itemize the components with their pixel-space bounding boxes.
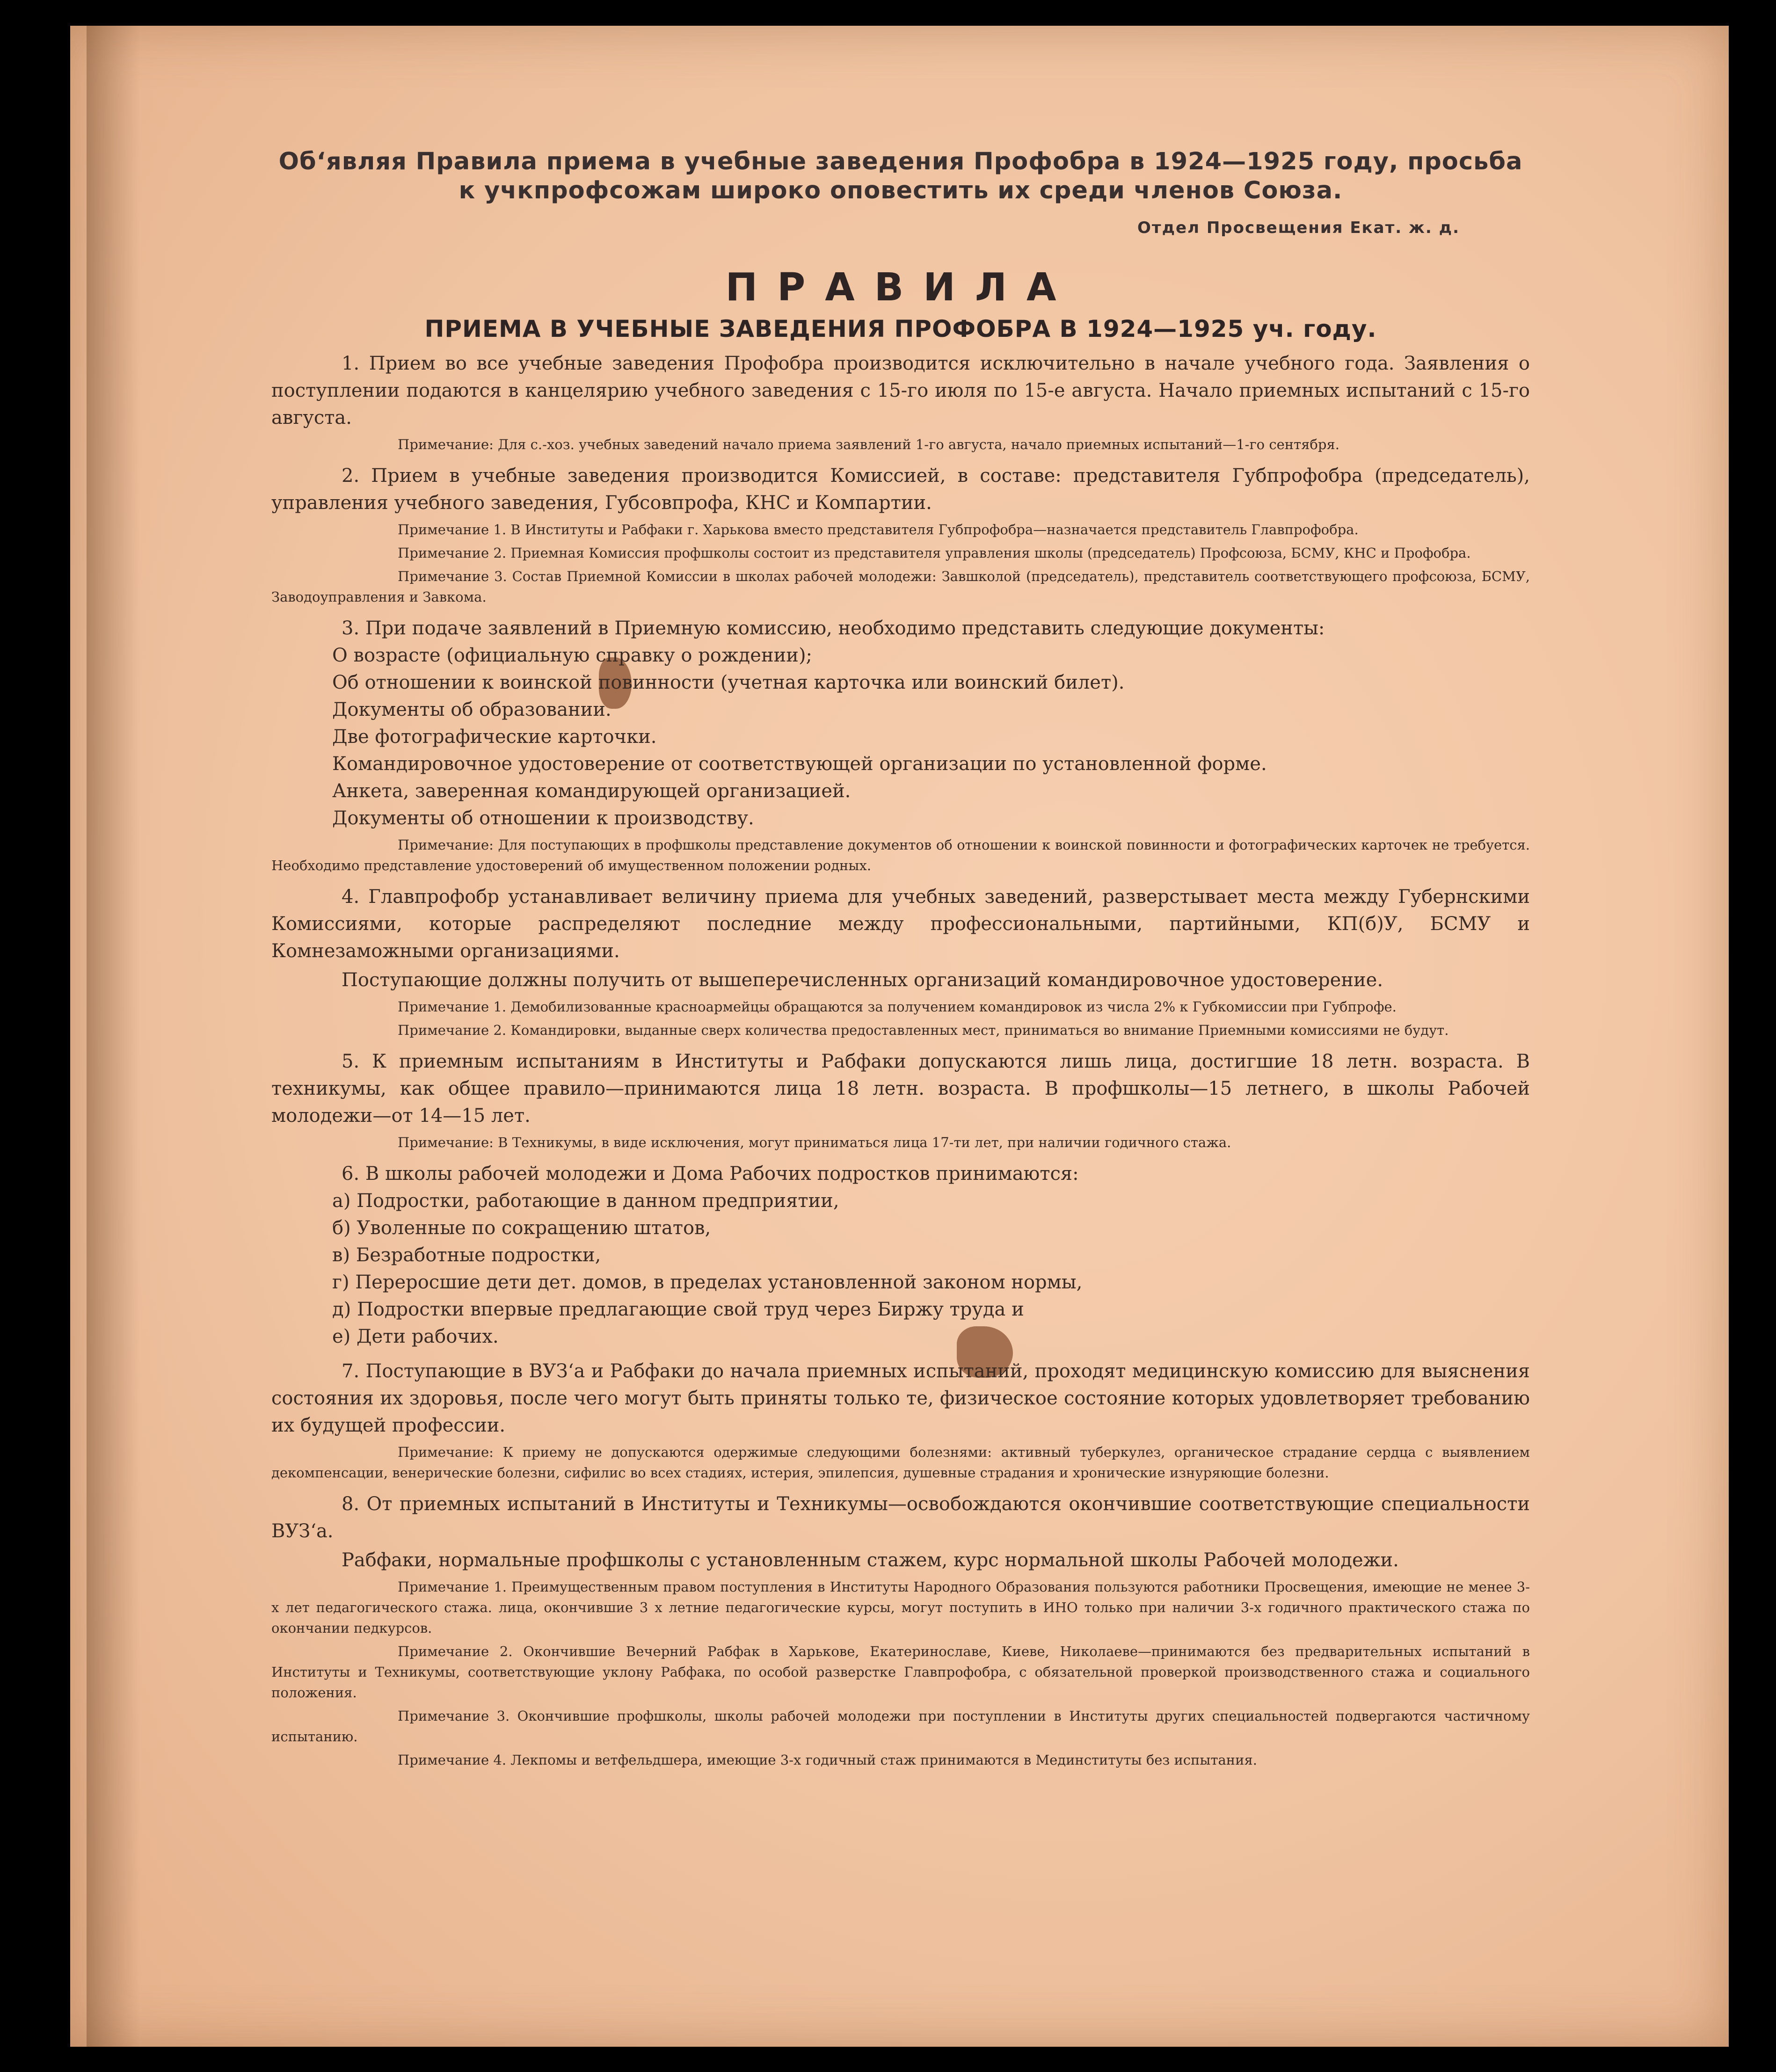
rule-1-note: Примечание: Для с.-хоз. учебных заведений начало приема заявлений 1-го августа, начало приемных испытаний—1-го сентября. (398, 436, 1339, 452)
rule-3-document-item: Командировочное удостоверение от соответствующей организации по установленной форме. (332, 753, 1267, 775)
rule-7: 7. Поступающие в ВУЗ‘а и Рабфаки до начала приемных испытаний, проходят медицинскую комиссию для выяснения состояния их здоровья, после чего могут быть приняты только те, физическое состояние которых удовлетворяет требованию их будущей профессии. (271, 1360, 1530, 1436)
rule-8-note-3: Примечание 3. Окончившие профшколы, школы рабочей молодежи при поступлении в Институты других специальностей подвергаются частичному испытанию. (271, 1708, 1530, 1745)
rule-6-list-item: д) Подростки впервые предлагающие свой труд через Биржу труда и (332, 1299, 1024, 1320)
rule-3-document-item: О возрасте (официальную справку о рождении); (332, 645, 813, 666)
rule-6-list-item: в) Безработные подростки, (332, 1244, 601, 1266)
rule-2-note-1: Примечание 1. В Институты и Рабфаки г. Харькова вместо представителя Губпрофобра—назначается представитель Главпрофобра. (398, 522, 1359, 538)
rule-3-document-item: Документы об образовании. (332, 699, 611, 720)
rule-8-note-4: Примечание 4. Лекпомы и ветфельдшера, имеющие 3-х годичный стаж принимаются в Мединституты без испытания. (398, 1752, 1257, 1768)
document-subtitle: ПРИЕМА В УЧЕБНЫЕ ЗАВЕДЕНИЯ ПРОФОБРА В 1924—1925 уч. году. (424, 315, 1377, 342)
department-signature: Отдел Просвещения Екат. ж. д. (1137, 218, 1460, 237)
rule-8-continued: Рабфаки, нормальные профшколы с установленным стажем, курс нормальной школы Рабочей молодежи. (342, 1549, 1399, 1571)
rule-6-list-item: а) Подростки, работающие в данном предприятии, (332, 1190, 839, 1212)
document-title: ПРАВИЛА (725, 265, 1076, 310)
rule-2-note-3: Примечание 3. Состав Приемной Комиссии в школах рабочей молодежи: Завшколой (председатель), представитель соответствующего профсоюза, БСМУ, Заводоуправления и Завкома. (271, 568, 1530, 605)
rule-3-document-item: Две фотографические карточки. (332, 726, 657, 748)
rule-1: 1. Прием во все учебные заведения Профобра производится исключительно в начале учебного года. Заявления о поступлении подаются в канцелярию учебного заведения с 15-го июля по 15-е августа. Начало приемных испытаний с 15-го августа. (271, 353, 1530, 429)
paper-fold-shadow (87, 26, 175, 2047)
rule-6-list-item: б) Уволенные по сокращению штатов, (332, 1217, 711, 1239)
rule-5-note: Примечание: В Техникумы, в виде исключения, могут приниматься лица 17-ти лет, при наличии годичного стажа. (398, 1134, 1231, 1150)
announcement-header: Об‘являя Правила приема в учебные заведения Профобра в 1924—1925 году, просьба к учкпрофсожам широко оповестить их среди членов Союза. (278, 148, 1523, 204)
rule-4-note-1: Примечание 1. Демобилизованные красноармейцы обращаются за получением командировок из числа 2% к Губкомиссии при Губпрофе. (398, 999, 1397, 1015)
rule-3-note: Примечание: Для поступающих в профшколы представление документов об отношении к воинской повинности и фотографических карточек не требуется. Необходимо представление удостоверений об имущественном положении родных. (271, 837, 1530, 873)
rule-2: 2. Прием в учебные заведения производится Комиссией, в составе: представителя Губпрофобра (председатель), управления учебного заведения, Губсовпрофа, КНС и Компартии. (271, 465, 1530, 514)
rule-8-note-2: Примечание 2. Окончившие Вечерний Рабфак в Харькове, Екатеринославе, Киеве, Николаеве—принимаются без предварительных испытаний в Институты и Техникумы, соответствующие уклону Рабфака, по особой разверстке Главпрофобра, с обязательной проверкой производственного стажа и социального положения. (271, 1643, 1530, 1701)
rule-4-note-2: Примечание 2. Командировки, выданные сверх количества предоставленных мест, приниматься во внимание Приемными комиссиями не будут. (398, 1022, 1449, 1038)
rule-4-continued: Поступающие должны получить от вышеперечисленных организаций командировочное удостоверение. (342, 969, 1383, 991)
rule-8-note-1: Примечание 1. Преимущественным правом поступления в Институты Народного Образования пользуются работники Просвещения, имеющие не менее 3-х лет педагогического стажа. лица, окончившие 3 х летние педагогические курсы, могут поступить в ИНО только при наличии 3-х годичного практического стажа по окончании педкурсов. (271, 1579, 1530, 1636)
rule-7-note: Примечание: К приему не допускаются одержимые следующими болезнями: активный туберкулез, органическое страдание сердца с выявлением декомпенсации, венерические болезни, сифилис во всех стадиях, истерия, эпилепсия, душевные страдания и хронические изнуряющие болезни. (271, 1444, 1530, 1481)
rule-3-document-item: Документы об отношении к производству. (332, 807, 754, 829)
document-body (271, 147, 1530, 1770)
rule-3-document-item: Об отношении к воинской повинности (учетная карточка или воинский билет). (332, 672, 1125, 693)
rule-4: 4. Главпрофобр устанавливает величину приема для учебных заведений, разверстывает места между Губернскими Комиссиями, которые распределяют последние между профессиональными, партийными, КП(б)У, БСМУ и Комнезаможными организациями. (271, 886, 1530, 962)
rule-3: 3. При подаче заявлений в Приемную комиссию, необходимо представить следующие документы: (342, 618, 1325, 639)
rule-6-list-item: г) Переросшие дети дет. домов, в пределах установленной законом нормы, (332, 1272, 1083, 1293)
rule-5: 5. К приемным испытаниям в Институты и Рабфаки допускаются лишь лица, достигшие 18 летн. возраста. В техникумы, как общее правило—принимаются лица 18 летн. возраста. В профшколы—15 летнего, в школы Рабочей молодежи—от 14—15 лет. (271, 1051, 1530, 1127)
rule-8: 8. От приемных испытаний в Институты и Техникумы—освобождаются окончившие соответствующие специальности ВУЗ‘а. (271, 1493, 1530, 1542)
rule-3-document-item: Анкета, заверенная командирующей организацией. (332, 780, 851, 802)
rule-2-note-2: Примечание 2. Приемная Комиссия профшколы состоит из представителя управления школы (председатель) Профсоюза, БСМУ, КНС и Профобра. (398, 545, 1471, 561)
rule-6-list-item: е) Дети рабочих. (332, 1326, 499, 1347)
rule-6: 6. В школы рабочей молодежи и Дома Рабочих подростков принимаются: (342, 1163, 1079, 1185)
